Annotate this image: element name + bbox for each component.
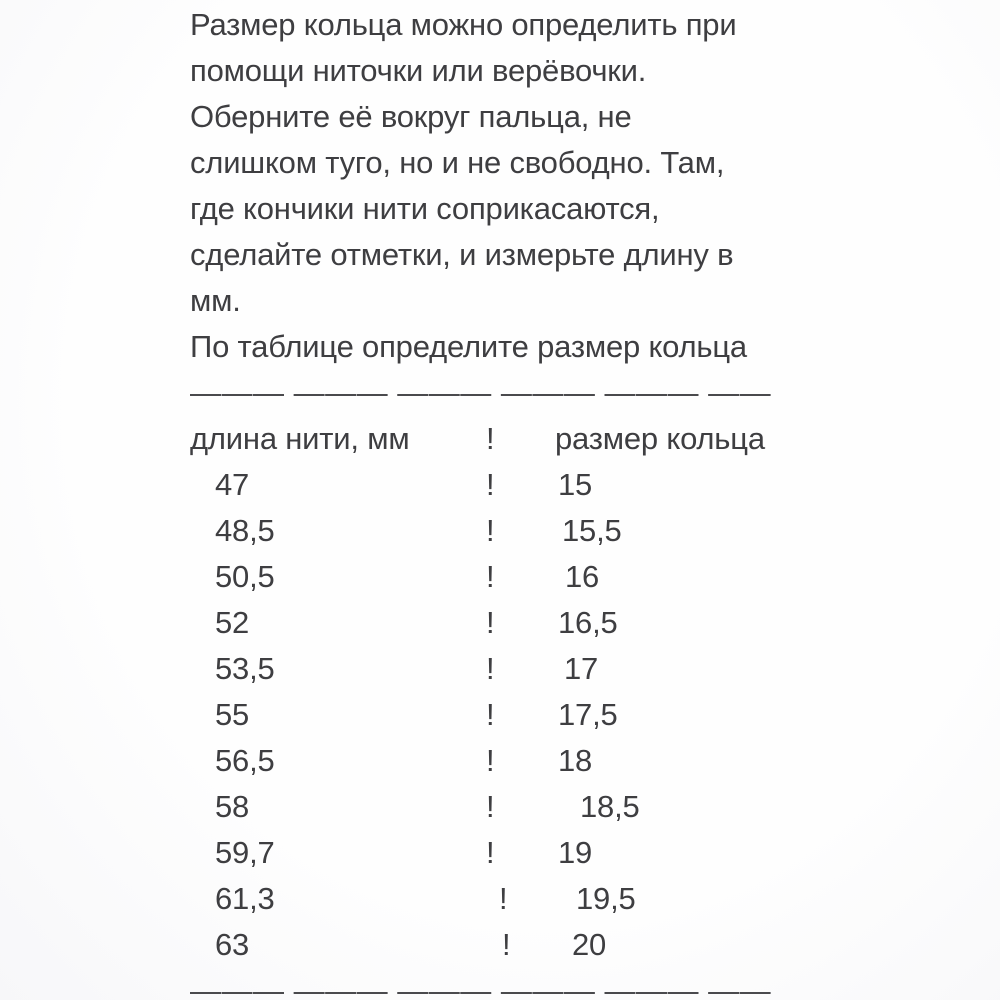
instructions-line: По таблице определите размер кольца (190, 329, 747, 364)
table-row (190, 462, 850, 508)
instructions-line: слишком туго, но и не свободно. Там, (190, 145, 725, 180)
length-value: 53,5 (215, 651, 275, 686)
separator-mark: ! (486, 605, 495, 640)
separator-mark: ! (486, 743, 495, 778)
table-row (190, 830, 850, 876)
length-value: 56,5 (215, 743, 275, 778)
column-header-size: размер кольца (555, 421, 765, 456)
table-row (190, 922, 850, 968)
length-value: 63 (215, 927, 250, 962)
instructions-line: сделайте отметки, и измерьте длину в (190, 237, 734, 272)
length-value: 55 (215, 697, 250, 732)
size-value: 17 (564, 651, 599, 686)
table-row (190, 646, 850, 692)
column-header-length: длина нити, мм (190, 421, 410, 456)
document-content (190, 2, 850, 1000)
divider-line-bottom: ——— ——— ——— ——— ——— —— (190, 973, 772, 1000)
table-row (190, 784, 850, 830)
table-row (190, 876, 850, 922)
size-value: 20 (572, 927, 607, 962)
divider-line-top: ——— ——— ——— ——— ——— —— (190, 375, 772, 410)
size-value: 18 (558, 743, 593, 778)
separator-mark: ! (486, 697, 495, 732)
separator-mark: ! (486, 513, 495, 548)
size-value: 16,5 (558, 605, 618, 640)
size-value: 17,5 (558, 697, 618, 732)
instructions-line: где кончики нити соприкасаются, (190, 191, 660, 226)
separator-mark: ! (486, 835, 495, 870)
separator-mark: ! (499, 881, 508, 916)
ring-size-table (190, 416, 850, 968)
table-header (190, 416, 850, 462)
instructions-line: Размер кольца можно определить при (190, 7, 737, 42)
separator-mark: ! (486, 467, 495, 502)
instructions-line: помощи ниточки или верёвочки. (190, 53, 647, 88)
length-value: 50,5 (215, 559, 275, 594)
size-value: 15 (558, 467, 593, 502)
separator-mark: ! (486, 559, 495, 594)
length-value: 61,3 (215, 881, 275, 916)
separator-mark: ! (486, 789, 495, 824)
table-row (190, 738, 850, 784)
table-body (190, 462, 850, 968)
table-row (190, 508, 850, 554)
size-value: 18,5 (580, 789, 640, 824)
instructions-line: Оберните её вокруг пальца, не (190, 99, 632, 134)
table-row (190, 554, 850, 600)
instructions-text (190, 2, 850, 370)
separator-mark: ! (486, 421, 495, 456)
size-value: 15,5 (562, 513, 622, 548)
separator-mark: ! (502, 927, 511, 962)
size-value: 19 (558, 835, 593, 870)
length-value: 58 (215, 789, 250, 824)
table-row (190, 600, 850, 646)
length-value: 52 (215, 605, 250, 640)
length-value: 48,5 (215, 513, 275, 548)
size-value: 19,5 (576, 881, 636, 916)
instructions-line: мм. (190, 283, 241, 318)
length-value: 47 (215, 467, 250, 502)
length-value: 59,7 (215, 835, 275, 870)
table-row (190, 692, 850, 738)
separator-mark: ! (486, 651, 495, 686)
size-value: 16 (565, 559, 600, 594)
